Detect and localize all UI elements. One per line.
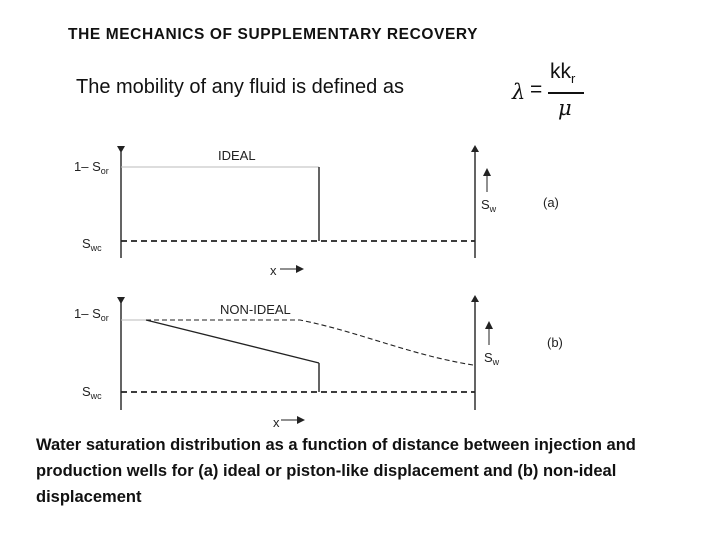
panel-a-sw-label: $S_w$ xyxy=(481,197,497,214)
formula-numerator-main: kk xyxy=(550,60,571,83)
panel-a-tag: (a) xyxy=(543,195,559,210)
slide-title: THE MECHANICS OF SUPPLEMENTARY RECOVERY xyxy=(68,26,479,43)
panel-b-sw-label: $S_w$ xyxy=(484,350,500,367)
panel-b-solid-profile-line xyxy=(146,320,319,363)
formula-equals: = xyxy=(530,78,543,101)
panel-b-dashed-profile-curve xyxy=(146,320,473,365)
figure-caption: Water saturation distribution as a function of distance between injection and production wells for (a) ideal or piston-like displacement and (b) non-ideal displacement xyxy=(36,436,636,506)
panel-a-title: IDEAL xyxy=(218,148,256,163)
panel-b-left-axis-arrow xyxy=(117,297,125,304)
panel-a-label-top: 1– $S_{or}$ xyxy=(74,159,109,176)
panel-a-left-axis-arrow xyxy=(117,146,125,153)
formula-denominator: μ xyxy=(558,96,572,120)
panel-b-tag: (b) xyxy=(547,335,563,350)
panel-a-right-axis-arrow xyxy=(471,145,479,152)
panel-b-right-axis-arrow xyxy=(471,295,479,302)
panel-a xyxy=(74,145,559,278)
mobility-statement: The mobility of any fluid is defined as xyxy=(76,76,404,98)
panel-a-x-label: x xyxy=(270,263,277,278)
panel-b-label-top: 1– $S_{or}$ xyxy=(74,306,109,323)
panel-b-label-bottom: $S_{wc}$ xyxy=(82,384,102,401)
panel-b-x-label: x xyxy=(273,415,280,430)
panel-b xyxy=(74,295,563,430)
panel-a-label-bottom: $S_{wc}$ xyxy=(82,236,102,253)
formula-lambda: λ xyxy=(512,80,526,104)
panel-b-title: NON-IDEAL xyxy=(220,302,291,317)
formula-numerator-sub: r xyxy=(571,71,576,87)
